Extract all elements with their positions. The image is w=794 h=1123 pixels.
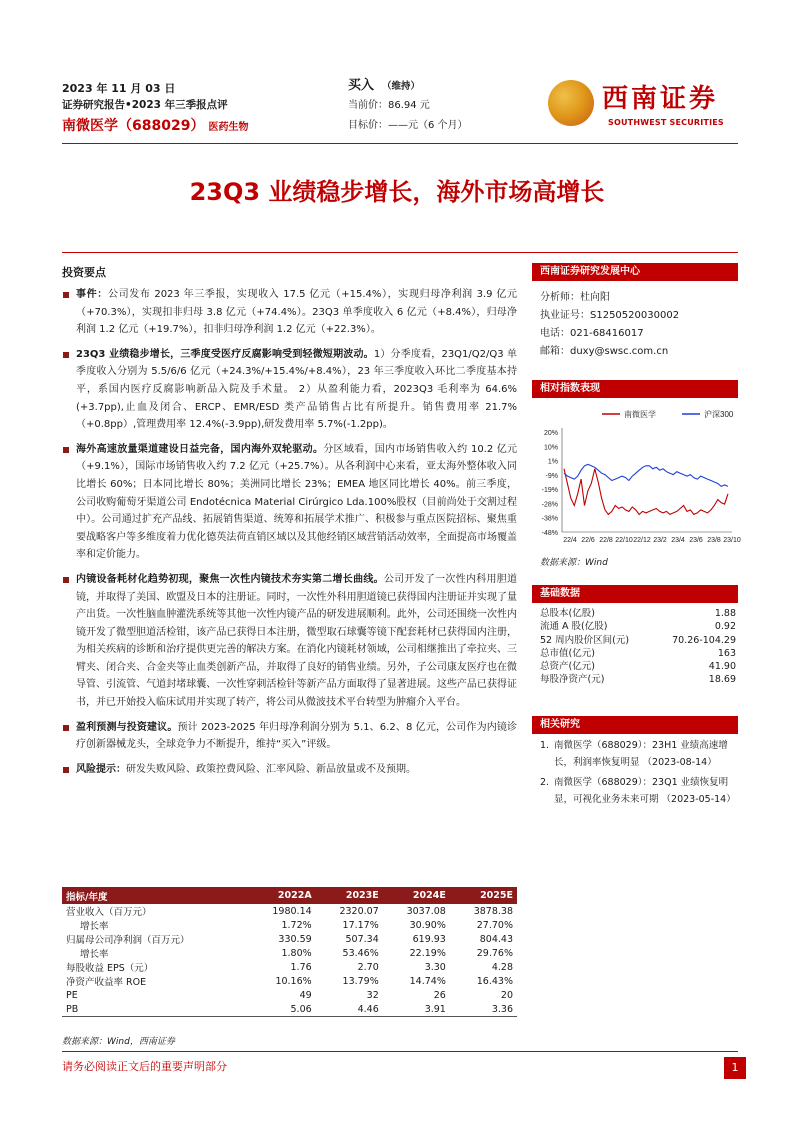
- relative-perf-heading: 相对指数表现: [532, 380, 738, 398]
- table-cell: 3878.38: [473, 905, 513, 917]
- summary-text: 公司开发了一次性内科用胆道镜，并取得了美国、欧盟及日本的注册证。同时，一次性外科用胆道镜已获得国内注册证并实现了量产出货。一次性脑血肿灌洗系统等其他一次性内镜产品的研发进展顺利。此外，公司还围绕一次性内镜开发了微型胆道活检钳，该产品已获得日本注册，微型取石球囊等镜下配套耗材已获得国内注册，为相关疾病的诊断和治疗提供更完善的解决方案。在消化内镜耗材领域，公司相继推出了牵拉夹、三臂夹、闭合夹、合金夹等止血类创新产品，并取得了良好的销售业绩。另外，子公司康友医疗也在微导管、引流管、气道封堵球囊、一次性穿刺活检针等新产品方面取得了显著进展。这些产品已获得证书，并已开始投入临床试用并实现了转产，将公司从微波技术平台转型为肿瘤介入平台。: [76, 573, 518, 709]
- summary-heading: 投资要点: [62, 266, 106, 279]
- table-row-label: PE: [66, 989, 78, 1001]
- bullet-icon: [63, 447, 69, 453]
- summary-text: 分区域看，国内市场销售收入约 10.2 亿元（+9.1%），国际市场销售收入约 7.2 亿元（+25.7%）。从各利润中心来看，亚太海外整体收入同比增长 60%；日本同比增长 80%；美洲同比增长 23%；EMEA 地区同比增长 40%。前三季度，公司收购葡萄牙渠道公司 Endotécnica Material Cirúrgico Lda.100%股权（目前尚处于交割过程中）。公司通过扩充产品线、拓展销售渠道、统筹和拓展学术推广、积极参与重点医院招标、聚焦重要战略客户等多维度着力优化德英法荷直销区域以及其他经销区域营销活动效率，全面提高市场覆盖率和定价能力。: [76, 443, 518, 561]
- y-tick-label: -28%: [541, 501, 558, 509]
- related-list: [532, 734, 738, 808]
- table-cell: 2.70: [357, 961, 379, 973]
- table-cell: 16.43%: [476, 975, 513, 987]
- forecast-table: [62, 887, 517, 1017]
- table-header-cell: 2024E: [383, 887, 450, 904]
- x-tick-label: 23/8: [707, 537, 721, 544]
- table-cell: 3.30: [424, 961, 446, 973]
- bullet-icon: [63, 725, 69, 731]
- x-tick-label: 23/2: [653, 537, 667, 544]
- x-tick-label: 22/6: [581, 537, 595, 544]
- table-cell: 53.46%: [342, 947, 379, 959]
- chart-source: 数据来源：Wind: [540, 558, 608, 568]
- table-row-label: 营业收入（百万元）: [66, 907, 152, 918]
- y-tick-label: -48%: [541, 530, 558, 537]
- table-cell: 29.76%: [476, 947, 513, 959]
- table-cell: 5.06: [249, 1002, 316, 1017]
- table-header-cell: 2023E: [316, 887, 383, 904]
- basic-data-value: 18.69: [708, 674, 736, 686]
- related-item[interactable]: [540, 738, 738, 771]
- rating-value: 买入: [348, 78, 375, 93]
- basic-data-label: 总资产(亿元): [540, 661, 595, 673]
- industry-label: 医药生物: [208, 122, 249, 133]
- summary-text: 研发失败风险、政策控费风险、汇率风险、新品放量或不及预期。: [126, 763, 416, 775]
- table-row: [62, 932, 517, 946]
- basic-data-heading: 基础数据: [532, 585, 738, 603]
- basic-data-label: 每股净资产(元): [540, 674, 605, 686]
- company-line: [62, 115, 248, 135]
- table-cell: 30.90%: [409, 919, 446, 931]
- table-header-row: [62, 887, 517, 904]
- header-divider: [62, 143, 738, 144]
- table-cell: 17.17%: [342, 919, 379, 931]
- bullet-icon: [63, 292, 69, 298]
- legend-label: 南微医学: [624, 410, 656, 419]
- table-header-cell: 2025E: [450, 887, 517, 904]
- research-center-heading: 西南证券研究发展中心: [532, 263, 738, 281]
- analyst-name: 分析师：杜向阳: [540, 292, 610, 303]
- company-name: 南微医学（688029）: [62, 118, 205, 134]
- table-cell: 3.36: [450, 1002, 517, 1017]
- summary-lead: 23Q3 业绩稳步增长，三季度受医疗反腐影响受到轻微短期波动。: [76, 348, 374, 360]
- basic-data-row: [540, 660, 738, 673]
- basic-data-label: 52 周内股价区间(元): [540, 634, 630, 646]
- table-cell: 3.91: [383, 1002, 450, 1017]
- summary-item: [62, 441, 517, 564]
- table-cell: 507.34: [345, 933, 379, 945]
- summary-item: [62, 346, 517, 434]
- basic-data-label: 总股本(亿股): [540, 608, 595, 619]
- summary-item: [62, 719, 517, 754]
- table-row: [62, 946, 517, 960]
- table-row: [62, 960, 517, 974]
- bullet-icon: [63, 577, 69, 583]
- x-tick-label: 23/6: [689, 537, 703, 544]
- summary-item: [62, 286, 517, 339]
- basic-data-label: 流通 A 股(亿股): [540, 621, 608, 633]
- x-tick-label: 22/4: [563, 537, 577, 544]
- basic-data-value: 0.92: [714, 621, 736, 633]
- table-cell: 32: [366, 989, 379, 1001]
- summary-body: [62, 286, 517, 785]
- basic-data-list: [532, 603, 738, 687]
- y-tick-label: -9%: [545, 472, 558, 480]
- perf-chart-svg: [532, 402, 741, 552]
- series-line-nanwei: [564, 469, 728, 515]
- report-date: 2023 年 11 月 03 日: [62, 82, 176, 95]
- table-row-label: 增长率: [80, 921, 109, 932]
- table-cell: 27.70%: [476, 919, 513, 931]
- table-cell: 330.59: [278, 933, 312, 945]
- table-cell: 3037.08: [406, 905, 446, 917]
- y-tick-label: 10%: [543, 444, 558, 452]
- logo-emblem-icon: [548, 80, 594, 126]
- related-index: 2.: [540, 777, 550, 788]
- rating: [348, 74, 420, 93]
- bullet-icon: [63, 352, 69, 358]
- basic-data-row: [540, 620, 738, 633]
- basic-data-row: [540, 634, 738, 647]
- research-center-panel: [532, 263, 738, 361]
- table-cell: 13.79%: [342, 975, 379, 987]
- summary-text: 预计 2023-2025 年归母净利润分别为 5.1、6.2、8 亿元，公司作为内镜诊疗创新器械龙头，全球竞争力不断提升，维持“买入”评级。: [76, 721, 518, 751]
- table-row-label: PB: [62, 1002, 249, 1017]
- related-research-heading: 相关研究: [532, 716, 738, 734]
- y-tick-label: 20%: [543, 430, 558, 437]
- related-research-panel: [532, 716, 738, 808]
- table-header-cell: 指标/年度: [62, 887, 249, 904]
- table-row-label: 每股收益 EPS（元）: [66, 963, 154, 974]
- table-cell: 20: [500, 989, 513, 1001]
- summary-text: 1）分季度看，23Q1/Q2/Q3 单季度收入分别为 5.5/6/6 亿元（+24.3%/+15.4%/+8.4%），23 年三季度收入环比二季度基本持平，系国内医疗反腐影响新品入院及手术量。 2）从盈利能力看，2023Q3 毛利率为 64.6%(+3.7pp),止血及闭合、ERCP、EMR/ESD 类产品销售占比有所提升。销售费用率 21.7%（+0.8pp）,管理费用率 12.4%(-3.9pp),研发费用率 5.7%(-1.2pp)。: [76, 348, 517, 431]
- table-row-label: 净资产收益率 ROE: [66, 977, 147, 988]
- summary-text: 公司发布 2023 年三季报，实现收入 17.5 亿元（+15.4%），实现归母净利润 3.9 亿元（+70.3%），实现扣非归母 3.8 亿元（+74.4%）。23Q3 单季度收入 6 亿元（+8.4%），归母净利润 1.2 亿元（+19.7%），扣非归母净利润 1.2 亿元（+22.3%）。: [76, 289, 518, 336]
- x-tick-label: 22/8: [599, 537, 613, 544]
- table-source: 数据来源：Wind，西南证券: [62, 1037, 175, 1047]
- summary-lead: 事件：: [76, 289, 108, 300]
- target-price: 目标价：——元（6 个月）: [348, 120, 468, 131]
- basic-data-row: [540, 647, 738, 660]
- y-tick-label: -19%: [541, 487, 558, 495]
- table-cell: 1980.14: [272, 905, 312, 917]
- analyst-phone: 电话：021-68416017: [540, 328, 644, 339]
- bullet-icon: [63, 767, 69, 773]
- legend-label: 沪深300: [704, 410, 734, 419]
- x-tick-label: 23/10: [723, 537, 741, 544]
- table-cell: 619.93: [412, 933, 446, 945]
- table-cell: 4.46: [316, 1002, 383, 1017]
- logo-name-cn: 西南证券: [602, 84, 719, 114]
- related-text[interactable]: 南微医学（688029）：23Q1 业绩恢复明显，可视化业务未来可期 （2023-05-14）: [554, 777, 736, 805]
- summary-lead: 风险提示：: [76, 763, 126, 775]
- related-item[interactable]: [540, 775, 738, 808]
- related-index: 1.: [540, 740, 550, 751]
- table-row-label: 增长率: [80, 949, 109, 960]
- table-row: [62, 974, 517, 988]
- summary-lead: 盈利预测与投资建议。: [76, 721, 178, 733]
- table-row: [62, 1002, 517, 1017]
- table-cell: 2320.07: [339, 905, 379, 917]
- basic-data-value: 41.90: [708, 661, 736, 673]
- series-line-hs300: [564, 464, 728, 486]
- relative-perf-panel: [532, 380, 738, 398]
- basic-data-value: 70.26-104.29: [672, 634, 736, 646]
- table-cell: 1.76: [290, 961, 312, 973]
- basic-data-row: [540, 607, 738, 620]
- relative-perf-chart: [532, 402, 741, 552]
- table-cell: 804.43: [479, 933, 513, 945]
- table-cell: 4.28: [491, 961, 513, 973]
- basic-data-panel: [532, 585, 738, 687]
- summary-item: [62, 761, 517, 779]
- analyst-license: 执业证号：S1250520030002: [540, 310, 680, 321]
- report-title: 23Q3 业绩稳步增长，海外市场高增长: [189, 178, 605, 206]
- table-row-label: 归属母公司净利润（百万元）: [66, 935, 190, 946]
- y-tick-label: 1%: [547, 458, 558, 466]
- summary-lead: 内镜设备耗材化趋势初现，聚焦一次性内镜技术夯实第二增长曲线。: [76, 573, 384, 585]
- x-tick-label: 23/4: [671, 537, 685, 544]
- analyst-email[interactable]: 邮箱：duxy@swsc.com.cn: [540, 346, 669, 357]
- summary-item: [62, 571, 517, 712]
- table-cell: 22.19%: [409, 947, 446, 959]
- table-header-cell: 2022A: [249, 887, 316, 904]
- page-number: 1: [724, 1057, 746, 1079]
- rating-note: （维持）: [382, 81, 421, 92]
- table-row: [62, 904, 517, 918]
- table-cell: 1.72%: [281, 919, 312, 931]
- basic-data-value: 1.88: [714, 608, 736, 619]
- table-row: [62, 918, 517, 932]
- table-row: [62, 988, 517, 1002]
- summary-lead: 海外高速放量渠道建设日益完备，国内海外双轮驱动。: [76, 443, 324, 455]
- table-cell: 10.16%: [275, 975, 312, 987]
- report-type: 证券研究报告•2023 年三季报点评: [62, 99, 228, 111]
- analyst-info: [532, 281, 738, 361]
- table-cell: 14.74%: [409, 975, 446, 987]
- basic-data-value: 163: [717, 647, 736, 659]
- footer-disclaimer: 请务必阅读正文后的重要声明部分: [62, 1060, 227, 1073]
- company-logo: [548, 78, 748, 130]
- title-divider: [62, 252, 738, 253]
- y-tick-label: -38%: [541, 515, 558, 523]
- footer-divider: [62, 1051, 738, 1052]
- current-price: 当前价：86.94 元: [348, 100, 430, 111]
- logo-name-en: SOUTHWEST SECURITIES: [608, 118, 724, 127]
- table-cell: 26: [433, 989, 446, 1001]
- basic-data-row: [540, 673, 738, 686]
- table-cell: 1.80%: [281, 947, 312, 959]
- basic-data-label: 总市值(亿元): [540, 647, 595, 659]
- table-cell: 49: [299, 989, 312, 1001]
- x-tick-label: 22/10: [615, 537, 633, 544]
- related-text[interactable]: 南微医学（688029）：23H1 业绩高速增长，利润率恢复明显 （2023-08-14）: [554, 740, 728, 768]
- x-tick-label: 22/12: [633, 537, 651, 544]
